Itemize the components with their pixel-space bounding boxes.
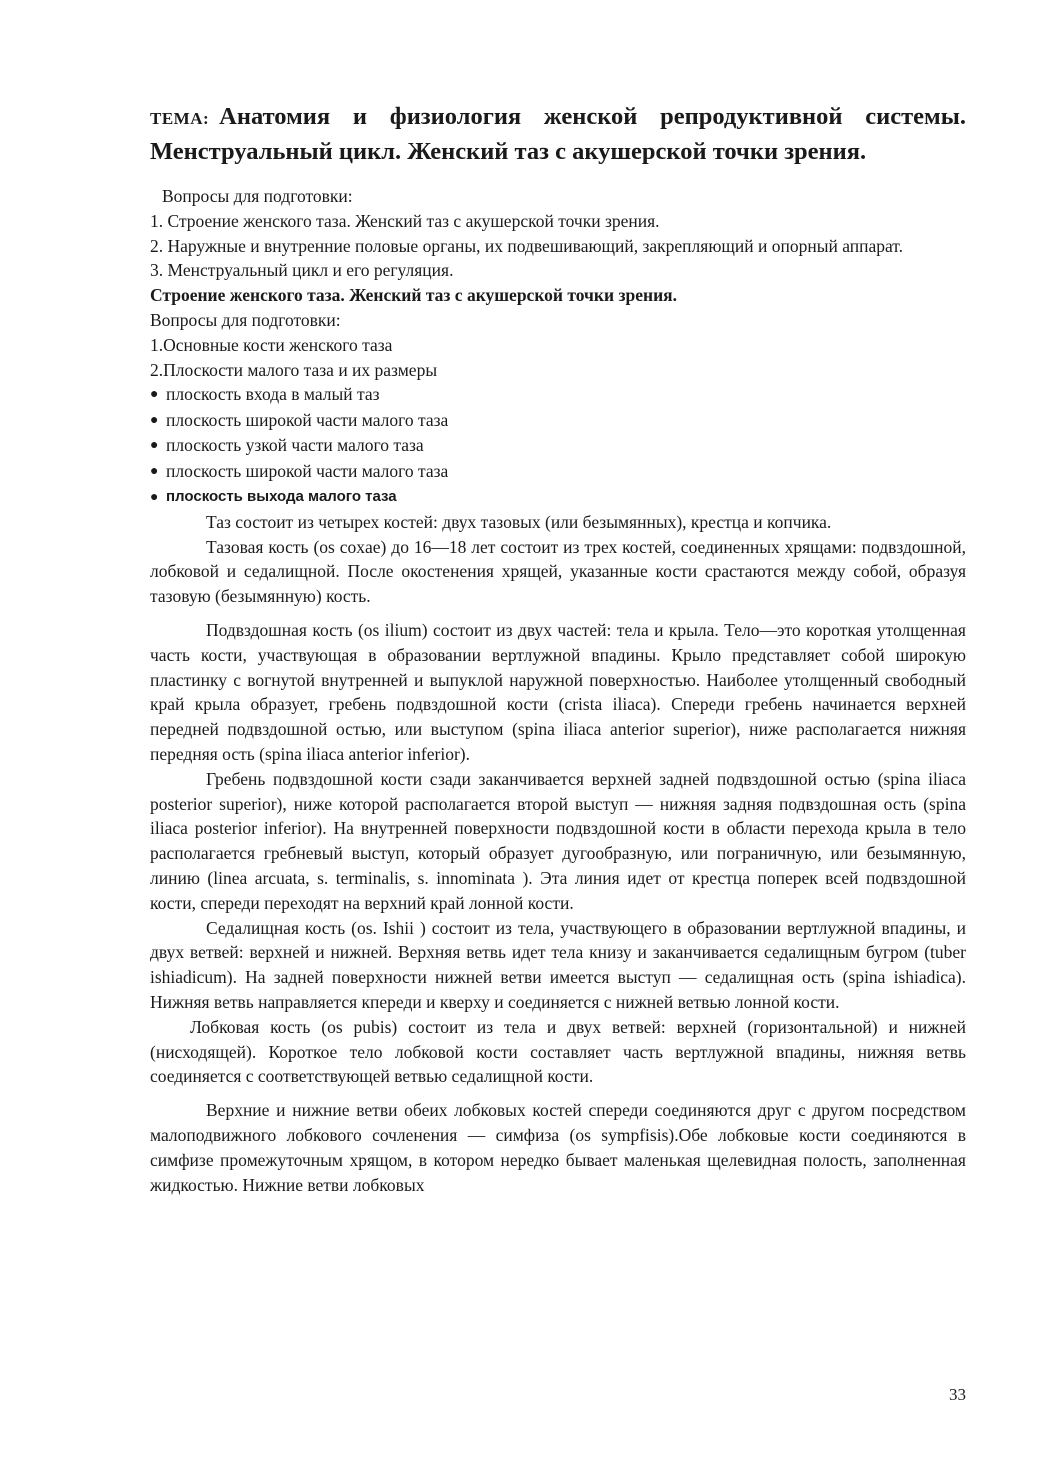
document-page bbox=[150, 100, 966, 1197]
paragraph-symphysis: Верхние и нижние ветви обеих лобковых костей спереди соединяются друг с другом посредством малоподвижного лобкового сочленения — симфиза (os sympfisis).Обе лобковые кости соединяются в симфизе промежуточным хрящом, в котором нередко бывает маленькая щелевидная полость, заполненная жидкостью. Нижние ветви лобковых bbox=[150, 1100, 966, 1195]
question-item-3: 3. Менструальный цикл и его регуляция. bbox=[150, 260, 454, 281]
paragraph-ilium: Подвздошная кость (os ilium) состоит из двух частей: тела и крыла. Тело—это короткая утолщенная часть кости, участвующая в образовании вертлужной впадины. Крыло представляет собой широкую пластинку с вогнутой внутренней и выпуклой наружной поверхностью. Наиболее утолщенный свободный край крыла образует, гребень подвздошной кости (crista iliaca). Спереди гребень начинается верхней передней подвздошной остью, или выступом (spina iliaca anterior superior), ниже располагается нижняя передняя ость (spina iliaca anterior inferior). bbox=[150, 620, 966, 765]
paragraph-pelvis: Таз состоит из четырех костей: двух тазовых (или безымянных), крестца и копчика. bbox=[206, 511, 832, 532]
list-item: ● плоскость выхода малого таза bbox=[150, 484, 966, 510]
bullet-icon: ● bbox=[150, 438, 159, 454]
paragraph-pubis: Лобковая кость (os pubis) состоит из тела и двух ветвей: верхней (горизонтальной) и нижней (нисходящей). Короткое тело лобковой кости составляет часть вертлужной впадины, нижняя ветвь соединяется с соответствующей ветвью седалищной кости. bbox=[150, 1016, 966, 1087]
question-item-2: 2. Наружные и внутренние половые органы, их подвешивающий, закрепляющий и опорный аппарат. bbox=[150, 235, 904, 256]
bullet-icon: ● bbox=[150, 387, 159, 403]
list-item: ● плоскость входа в малый таз bbox=[150, 382, 966, 408]
bullet-icon: ● bbox=[150, 488, 159, 505]
title-label: ТЕМА: bbox=[150, 109, 210, 128]
list-item: ● плоскость широкой части малого таза bbox=[150, 459, 966, 485]
title-text: Анатомия и физиология женской репродуктивной системы. Менструальный цикл. Женский таз с акушерской точки зрения. bbox=[150, 103, 966, 165]
paragraph-hip-bone: Тазовая кость (os coxae) до 16—18 лет состоит из трех костей, соединенных хрящами: подвздошной, лобковой и седалищной. После окостенения хрящей, указанные кости срастаются между собой, образуя тазовую (безымянную) кость. bbox=[150, 536, 966, 607]
section-item-2: 2.Плоскости малого таза и их размеры bbox=[150, 359, 438, 380]
paragraph-iliac-crest: Гребень подвздошной кости сзади заканчивается верхней задней подвздошной остью (spina iliaca posterior superior), ниже которой располагается второй выступ — нижняя задняя подвздошная ость (spina iliaca posterior inferior). На внутренней поверхности подвздошной кости в области перехода крыла в тело располагается гребневый выступ, который образует дугообразную, или пограничную, или безымянную, линию (linea arcuata, s. terminalis, s. innominata ). Эта линия идет от крестца поперек всей подвздошной кости, спереди переходят на верхний край лонной кости. bbox=[150, 768, 966, 913]
section-subheading: Вопросы для подготовки: bbox=[150, 309, 341, 330]
questions-heading: Вопросы для подготовки: bbox=[162, 186, 353, 206]
bullet-icon: ● bbox=[150, 463, 159, 479]
bullet-icon: ● bbox=[150, 412, 159, 428]
question-item-1: 1. Строение женского таза. Женский таз с акушерской точки зрения. bbox=[150, 210, 660, 231]
paragraph-ischium: Седалищная кость (os. Ishii ) состоит из тела, участвующего в образовании вертлужной впадины, и двух ветвей: верхней и нижней. Верхняя ветвь идет тела книзу и заканчивается седалищным бугром (tuber ishiadicum). На задней поверхности нижней ветви имеется выступ — седалищная ость (spina ishiadica). Нижняя ветвь направляется кпереди и кверху и соединяется с нижней ветвью лонной кости. bbox=[150, 917, 966, 1013]
section-item-1: 1.Основные кости женского таза bbox=[150, 334, 393, 355]
list-item: ● плоскость узкой части малого таза bbox=[150, 433, 966, 459]
page-number: 33 bbox=[949, 1385, 966, 1404]
page-title bbox=[150, 100, 966, 168]
section-heading: Строение женского таза. Женский таз с акушерской точки зрения. bbox=[150, 285, 677, 306]
planes-list bbox=[150, 382, 966, 510]
list-item: ● плоскость широкой части малого таза bbox=[150, 408, 966, 434]
